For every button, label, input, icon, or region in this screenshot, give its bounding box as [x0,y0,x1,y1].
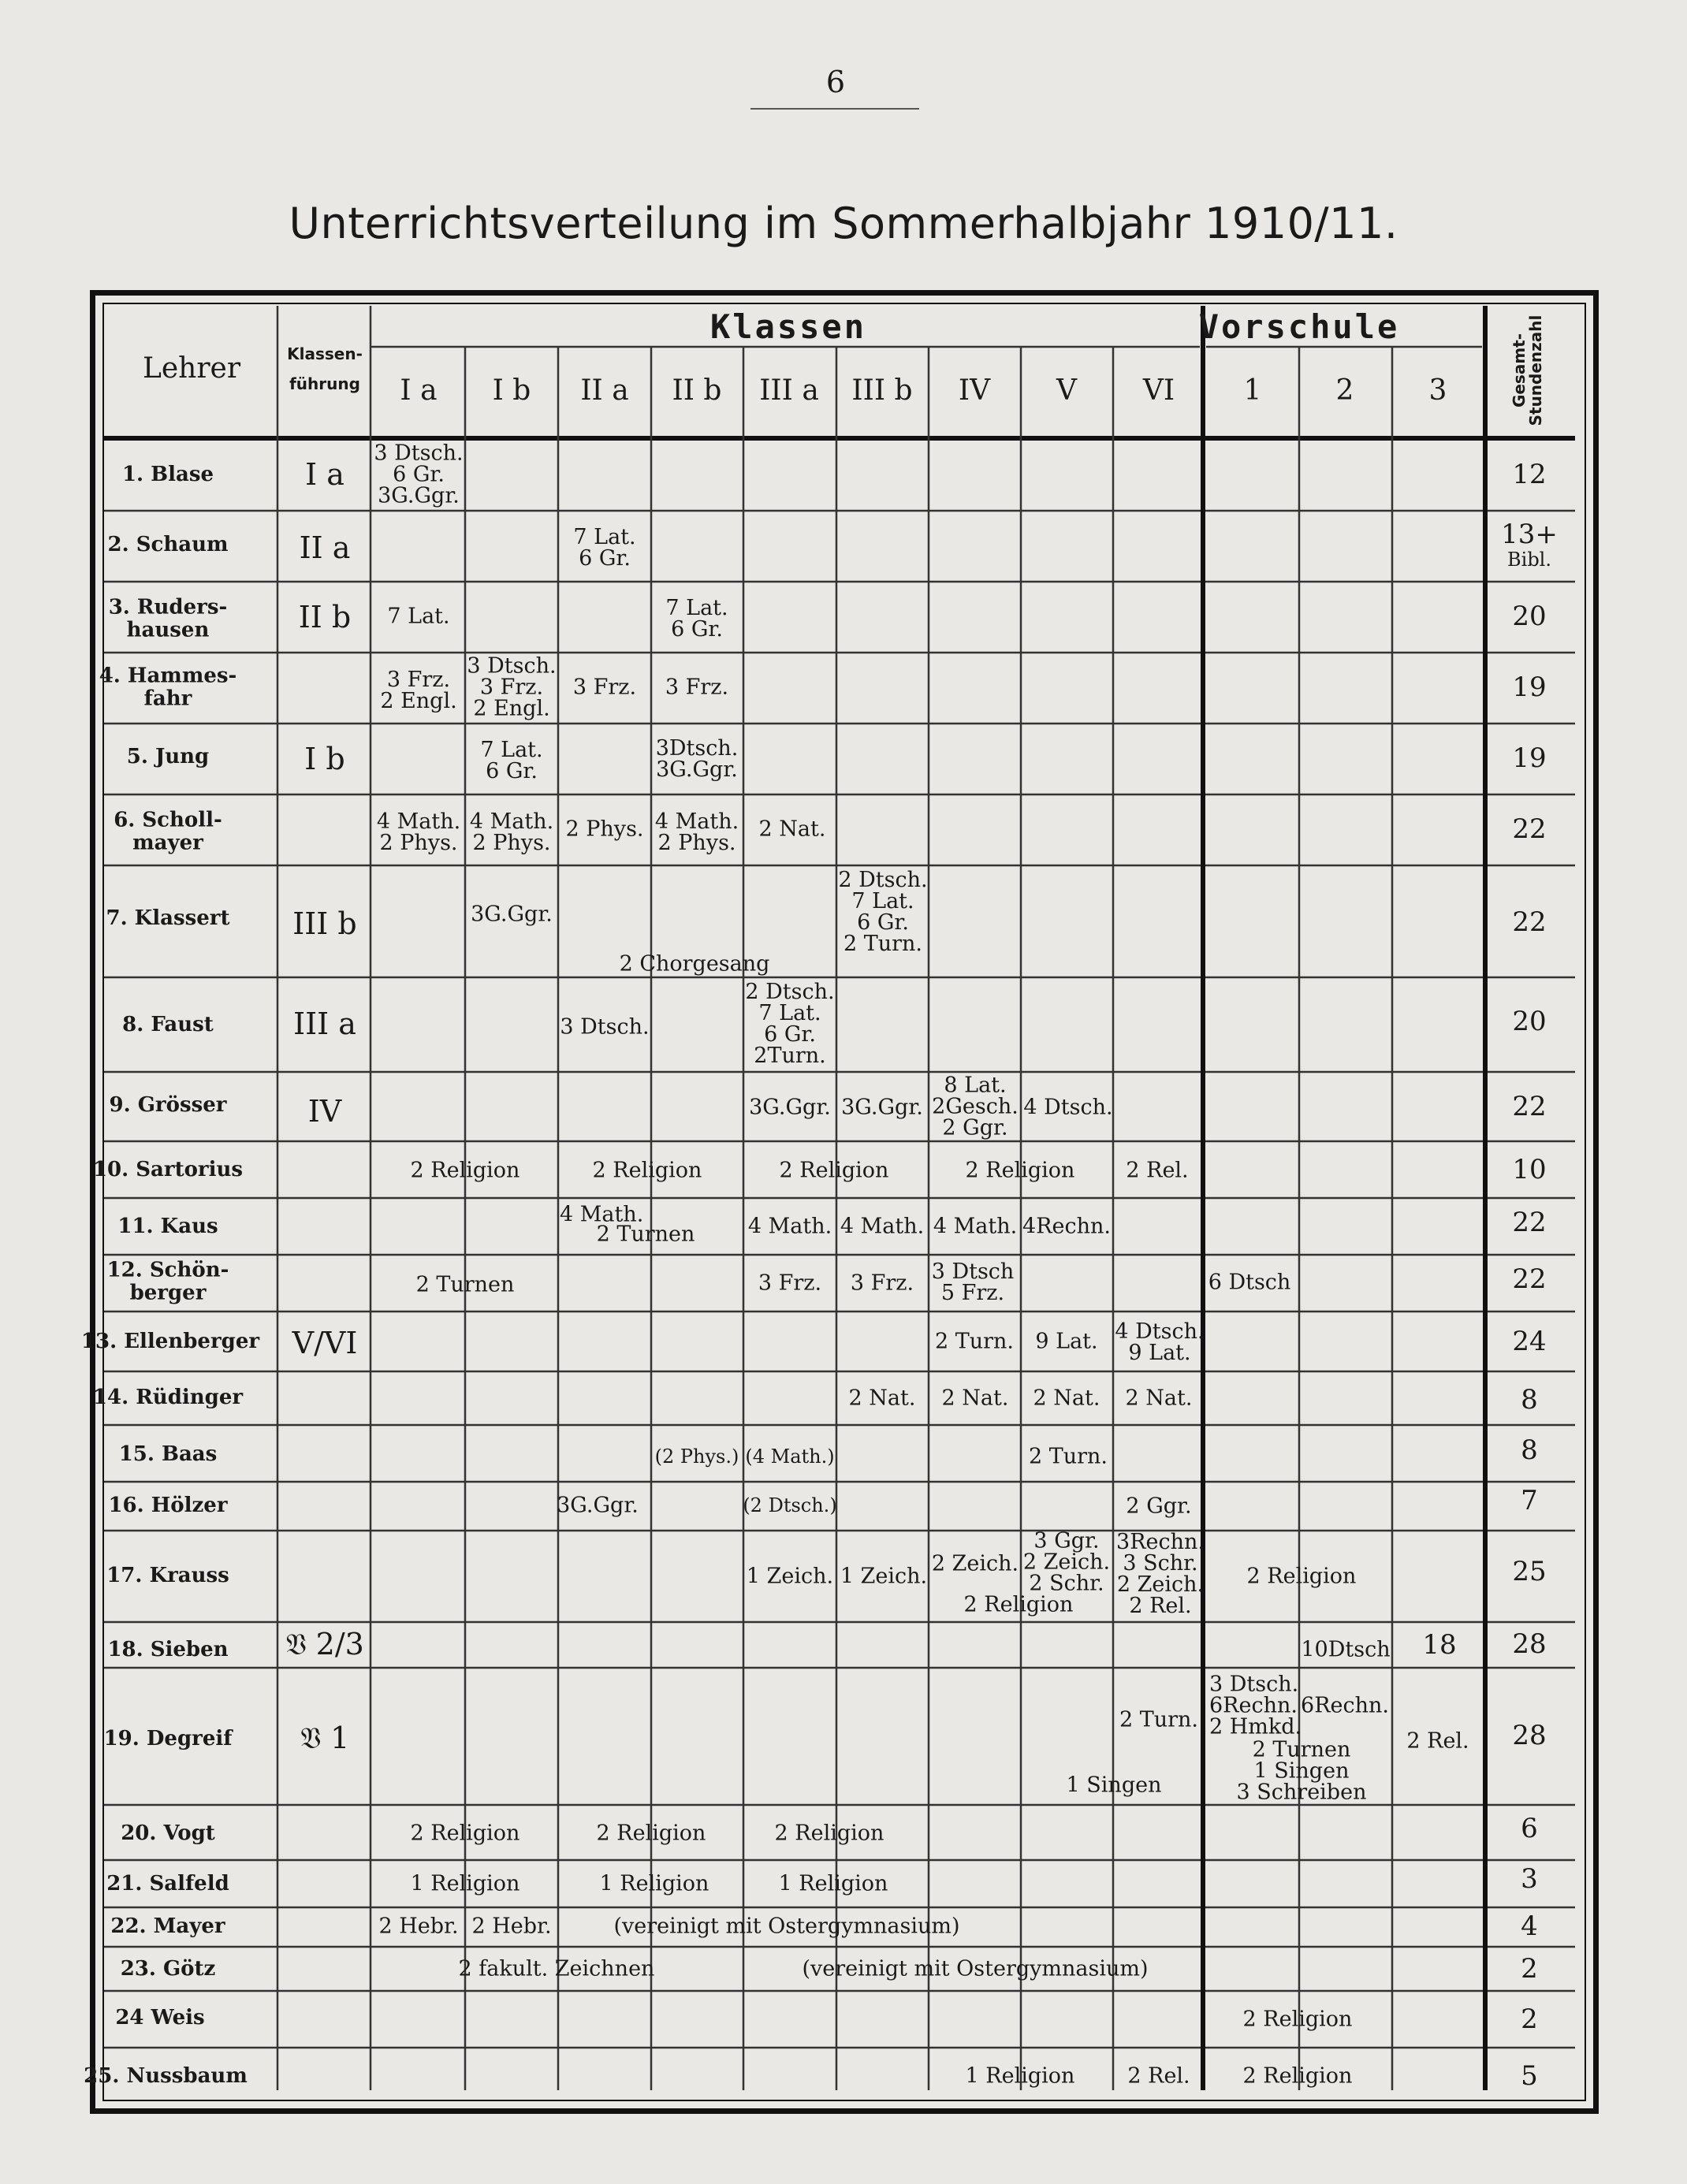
total-hours: 7 [1521,1485,1538,1516]
lesson-cell: 2 Turn. [1119,1707,1199,1732]
teacher-name: 5. Jung [126,745,210,768]
lesson-cell: 2 Religion [410,1158,520,1183]
lesson-cell: 8 Lat. 2Gesch. 2 Ggr. [932,1073,1019,1140]
lesson-cell: 1 Religion [965,2063,1075,2089]
teacher-name: 22. Mayer [110,1914,225,1938]
class-leadership: I b [304,742,345,776]
lesson-cell: 4 Math. [933,1214,1018,1239]
lesson-cell: 2 Turnen [596,1222,695,1247]
total-hours: 3 [1521,1863,1538,1895]
col-header-ib: I b [492,374,531,407]
lesson-cell: 2 Turn. [1028,1444,1108,1469]
teacher-name: 25. Nussbaum [84,2064,248,2088]
class-leadership: II a [299,530,351,565]
lesson-cell: 4 Dtsch. 9 Lat. [1115,1319,1205,1365]
col-header-vorschule-1: 1 [1243,374,1262,407]
col-header-vorschule-2: 2 [1335,374,1354,407]
lesson-cell: 3G.Ggr. [471,902,553,927]
col-header-vi: VI [1142,374,1175,407]
lesson-cell: 7 Lat. 6 Gr. [665,596,728,642]
total-hours: 4 [1521,1911,1538,1942]
lesson-cell: 3Rechn. 3 Schr. 2 Zeich. 2 Rel. [1116,1530,1205,1618]
class-leadership: III b [292,906,357,941]
lesson-cell: 2 Religion [592,1158,702,1183]
lesson-cell: (vereinigt mit Ostergymnasium) [802,1956,1149,1981]
lesson-cell: 1 Zeich. [746,1564,834,1589]
class-leadership: V/VI [292,1326,358,1360]
lesson-cell: (2 Dtsch.) [743,1494,837,1516]
lesson-cell: (2 Phys.) [654,1445,739,1468]
total-hours: 6 [1521,1813,1538,1844]
teacher-name: 4. Hammes- fahr [99,664,237,710]
col-header-iiib: III b [851,374,913,407]
teacher-name: 1. Blase [121,463,214,486]
lesson-cell: 2 Religion [779,1158,889,1183]
teacher-name: 20. Vogt [121,1821,215,1845]
lesson-cell: 2 Religion [1242,2007,1353,2032]
total-hours: 22 [1512,813,1547,845]
lesson-cell: 2 Nat. [1033,1386,1100,1411]
lesson-cell: 2 Turnen 1 Singen 3 Schreiben [1236,1737,1367,1805]
lesson-cell: 3 Ggr. 2 Zeich. 2 Schr. [1022,1528,1111,1596]
lesson-cell: 3 Frz. [850,1271,914,1296]
class-leadership: III a [293,1006,356,1041]
lesson-cell: 2 Chorgesang [619,951,770,977]
total-hours: 5 [1521,2060,1538,2092]
lesson-cell: 6 Dtsch [1208,1270,1291,1295]
lesson-cell: 3 Frz. [758,1271,822,1296]
lesson-cell: 2 Religion [410,1821,520,1846]
total-hours: 12 [1512,459,1547,490]
lesson-cell: 2 Phys. [565,817,644,842]
header-klassen: Klassen [709,307,867,346]
total-hours: 20 [1512,601,1547,632]
lesson-cell: 2 Nat. [1125,1386,1193,1411]
lesson-cell: 18 [1422,1629,1457,1661]
teacher-name: 14. Rüdinger [92,1386,244,1409]
lesson-cell: 3 Frz. [665,675,729,700]
total-hours: 2 [1521,1953,1538,1985]
teacher-name: 18. Sieben [107,1638,229,1661]
total-hours: 8 [1521,1434,1538,1466]
teacher-name: 16. Hölzer [108,1494,228,1517]
total-hours: 28 [1512,1720,1547,1751]
total-hours: 22 [1512,1207,1547,1238]
total-hours: 8 [1521,1384,1538,1416]
lesson-cell: 4 Math. 2 Phys. [469,809,554,855]
teacher-name: 12. Schön- berger [106,1258,229,1304]
col-header-vorschule-3: 3 [1428,374,1447,407]
teacher-name: 15. Baas [118,1442,218,1466]
lesson-cell: 3 Dtsch. 6 Gr. 3G.Ggr. [374,441,464,508]
lesson-cell: 1 Singen [1066,1773,1162,1798]
teacher-name: 2. Schaum [107,533,229,556]
lesson-cell: 3 Frz. [572,675,637,700]
lesson-cell: 1 Religion [599,1871,709,1896]
lesson-cell: 2 Rel. [1406,1728,1469,1754]
lesson-cell: 4 Math. [747,1214,832,1239]
lesson-cell: 3G.Ggr. [841,1095,923,1120]
total-hours: 2 [1521,2004,1538,2035]
teacher-name: 19. Degreif [103,1727,233,1751]
lesson-cell: 4Rechn. [1022,1214,1111,1239]
lesson-cell: 2 Religion [774,1821,884,1846]
total-hours: 24 [1512,1326,1547,1357]
lesson-cell: 2 Religion [963,1592,1074,1617]
header-lehrer: Lehrer [142,352,241,385]
lesson-cell: 3 Dtsch 5 Frz. [931,1259,1015,1305]
lesson-cell: 2 Nat. [848,1386,916,1411]
total-hours: 13+ Bibl. [1501,519,1558,571]
total-hours: 22 [1512,1263,1547,1295]
col-header-iiia: III a [759,374,819,407]
col-header-v: V [1056,374,1077,407]
teacher-name: 3. Ruders- hausen [108,595,228,642]
lesson-cell: 3 Dtsch. 3 Frz. 2 Engl. [467,653,557,721]
header-gesamt-stundenzahl: Gesamt- Stundenzahl [1510,314,1545,426]
col-header-ia: I a [400,374,438,407]
lesson-cell: 2 Turn. [934,1329,1015,1354]
class-leadership: 𝔙 1 [300,1721,350,1755]
lesson-cell: 4 Math. 2 Phys. [654,809,739,855]
lesson-cell: 3G.Ggr. [557,1493,639,1518]
teacher-name: 8. Faust [122,1013,214,1036]
lesson-cell: 2 Nat. [941,1386,1009,1411]
teacher-name: 10. Sartorius [92,1158,244,1181]
total-hours: 22 [1512,1091,1547,1122]
lesson-cell: 2 Religion [1246,1564,1357,1589]
teacher-name: 7. Klassert [106,906,230,930]
class-leadership: I a [305,457,344,492]
lesson-cell: 2 Religion [1242,2063,1353,2089]
lesson-cell: 2 Religion [965,1158,1075,1183]
lesson-cell: 7 Lat. 6 Gr. [573,525,636,571]
lesson-cell: 2 Turnen [415,1272,515,1297]
lesson-cell: (vereinigt mit Ostergymnasium) [613,1914,960,1939]
total-hours: 20 [1512,1006,1547,1037]
total-hours: 22 [1512,906,1547,938]
lesson-cell: 4 Dtsch. [1023,1095,1113,1120]
teacher-name: 17. Krauss [106,1564,229,1587]
lesson-cell: 3 Dtsch. [560,1014,650,1040]
lesson-cell: 6Rechn. [1301,1693,1389,1718]
teacher-name: 24 Weis [115,2006,205,2030]
lesson-cell: 2 Rel. [1127,2063,1190,2089]
lesson-cell: 2 Hebr. [471,1914,552,1939]
lesson-cell: 2 Religion [596,1821,706,1846]
class-leadership: II b [298,600,352,634]
total-hours: 10 [1512,1154,1547,1185]
col-header-iv: IV [958,374,991,407]
lesson-cell: 2 Ggr. [1126,1494,1192,1519]
teacher-name: 11. Kaus [117,1215,218,1238]
lesson-cell: 1 Religion [778,1871,888,1896]
lesson-cell: 3 Frz. 2 Engl. [380,668,457,713]
lesson-cell: 2 Nat. [758,817,826,842]
lesson-cell: 2 Zeich. [931,1551,1019,1576]
total-hours: 25 [1512,1556,1547,1587]
class-leadership: IV [307,1094,342,1129]
lesson-cell: 9 Lat. [1035,1329,1098,1354]
lesson-cell: 4 Math. [840,1214,925,1239]
lesson-cell: 1 Religion [410,1871,520,1896]
lesson-cell: 3 Dtsch. 6Rechn. 2 Hmkd. [1209,1672,1302,1739]
lesson-cell: 2 Dtsch. 7 Lat. 6 Gr. 2 Turn. [838,868,928,956]
page-title: Unterrichtsverteilung im Sommerhalbjahr 1910/11. [289,199,1398,248]
total-hours: 19 [1512,742,1547,774]
class-leadership: 𝔙 2/3 [285,1627,364,1661]
lesson-cell: 2 Hebr. [378,1914,459,1939]
lesson-cell: 4 Math. 2 Phys. [376,809,461,855]
lesson-cell: 7 Lat. 6 Gr. [480,738,543,783]
lesson-cell: 3Dtsch. 3G.Ggr. [655,736,739,782]
lesson-cell: 4 Math. [560,1202,644,1227]
lesson-cell: 2 Rel. [1126,1158,1189,1183]
lesson-cell: 1 Zeich. [840,1564,928,1589]
header-vorschule: Vorschule [1198,307,1400,346]
lesson-cell: (4 Math.) [745,1445,835,1468]
lesson-cell: 2 fakult. Zeichnen [458,1956,655,1981]
teacher-name: 23. Götz [120,1957,216,1981]
col-header-iia: II a [580,374,629,407]
total-hours: 19 [1512,672,1547,703]
lesson-cell: 7 Lat. [387,604,450,629]
lesson-cell: 2 Dtsch. 7 Lat. 6 Gr. 2Turn. [745,980,835,1068]
header-klassenfuehrung: Klassen- führung [287,344,363,393]
lesson-cell: 10Dtsch [1301,1637,1391,1662]
total-hours: 28 [1512,1628,1547,1660]
teacher-name: 21. Salfeld [106,1872,229,1896]
teacher-name: 9. Grösser [109,1093,227,1117]
teacher-name: 6. Scholl- mayer [114,808,222,854]
teacher-name: 13. Ellenberger [80,1330,260,1353]
page-number: 6 [825,65,846,99]
lesson-cell: 3G.Ggr. [749,1095,831,1120]
col-header-iib: II b [672,374,722,407]
